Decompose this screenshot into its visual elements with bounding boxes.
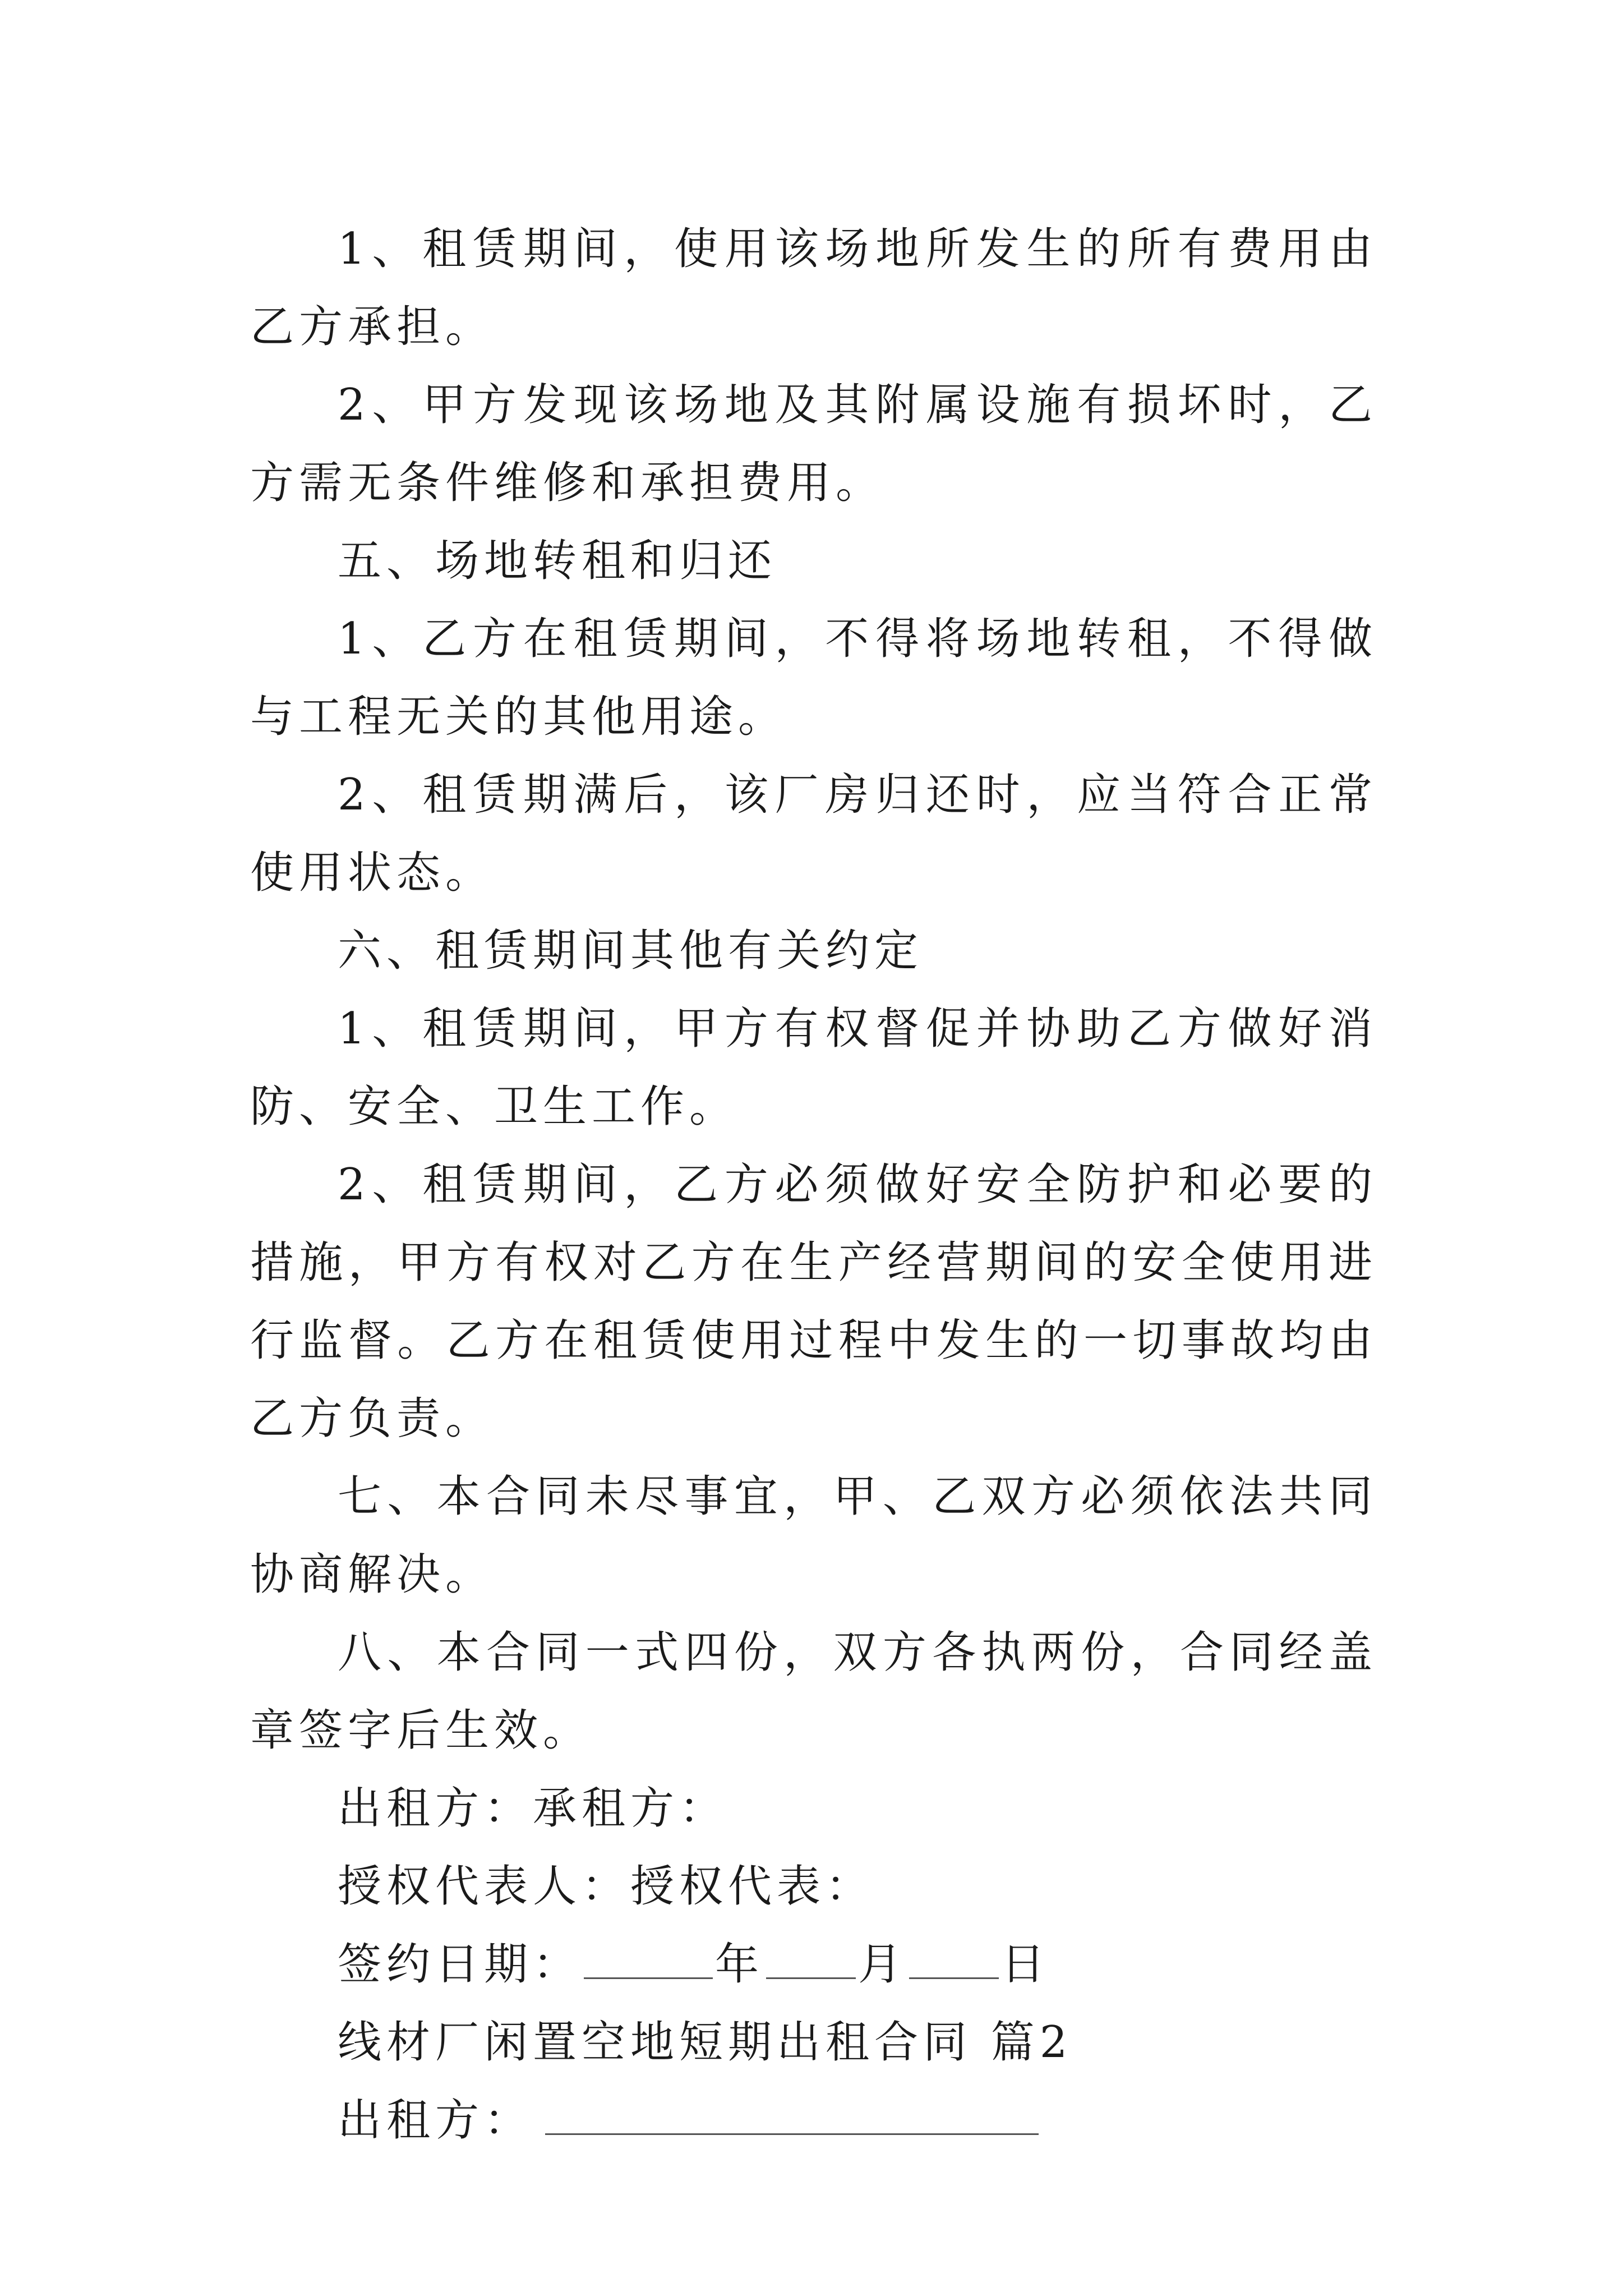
clause-paragraph: 1、租赁期间，甲方有权督促并协助乙方做好消防、安全、卫生工作。 xyxy=(250,1004,1377,1132)
year-blank xyxy=(584,1943,713,1979)
document-body xyxy=(250,210,1377,2160)
lessor-line xyxy=(250,2082,1377,2160)
authorized-representatives: 授权代表人：授权代表： xyxy=(338,1861,875,1912)
clause-paragraph: 1、租赁期间，使用该场地所发生的所有费用由乙方承担。 xyxy=(250,224,1377,352)
section-heading: 五、场地转租和归还 xyxy=(338,536,777,586)
year-label: 年 xyxy=(715,1939,764,1990)
lessor-blank xyxy=(545,2099,1039,2135)
section-heading: 六、租赁期间其他有关约定 xyxy=(338,926,924,976)
day-label: 日 xyxy=(1001,1939,1050,1990)
signing-date-label: 签约日期： xyxy=(338,1939,582,1990)
clause-paragraph: 2、甲方发现该场地及其附属设施有损坏时，乙方需无条件维修和承担费用。 xyxy=(250,380,1377,508)
month-label: 月 xyxy=(858,1939,907,1990)
month-blank xyxy=(766,1943,856,1979)
clause-paragraph: 1、乙方在租赁期间，不得将场地转租，不得做与工程无关的其他用途。 xyxy=(250,614,1377,742)
day-blank xyxy=(909,1943,999,1979)
signatory-parties: 出租方：承租方： xyxy=(338,1783,728,1834)
signing-date-line xyxy=(250,1926,1377,2004)
lessor-label: 出租方： xyxy=(338,2095,533,2146)
clause-paragraph: 八、本合同一式四份，双方各执两份，合同经盖章签字后生效。 xyxy=(250,1627,1377,1756)
section-title: 线材厂闲置空地短期出租合同 篇2 xyxy=(338,2017,1073,2068)
clause-paragraph: 2、租赁期间，乙方必须做好安全防护和必要的措施，甲方有权对乙方在生产经营期间的安全使用进行监督。乙方在租赁使用过程中发生的一切事故均由乙方负责。 xyxy=(250,1159,1377,1444)
clause-paragraph: 2、租赁期满后，该厂房归还时，应当符合正常使用状态。 xyxy=(250,770,1377,898)
clause-paragraph: 七、本合同未尽事宜，甲、乙双方必须依法共同协商解决。 xyxy=(250,1471,1377,1600)
